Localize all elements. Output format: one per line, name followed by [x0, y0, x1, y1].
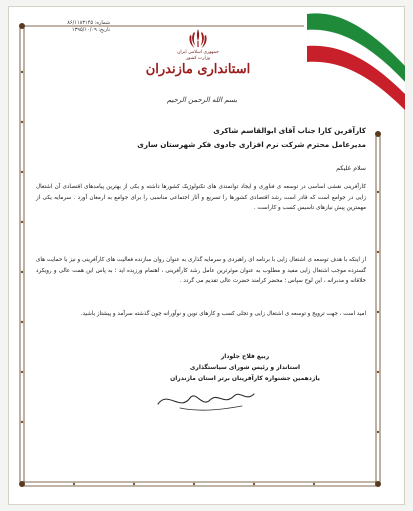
iran-emblem-icon [186, 27, 210, 51]
reference-block [20, 20, 110, 34]
basmala-calligraphy: بسم الله الرحمن الرحیم [166, 96, 238, 104]
paragraph-2: از اینکه با هدف توسعه ی اشتغال زایی با برنامه ای راهبردی و سرمایه گذاری به عنوان روان سازنده فعالیت های کارآفرینی و نیز با حمایت های گسترده موجب اشتغال زایی مفید و مطلوب به عنوان موثرترین عامل رشد کارآفرینی ، اهتمام ورزیده اید ؛ به پاس این همت عالی و رویکرد خلاقانه و مدبرانه ، این لوح سپاس ؛ محضر کرامند حضرت عالی تقدیم می گردد . [36, 257, 366, 284]
reference-date: تاریخ: ۱۳۹۵/۱۰/۰۹ [71, 27, 110, 33]
country-name: جمهوری اسلامی ایران [177, 50, 219, 55]
paragraph-1: کارآفرینی نقشی اساسی در توسعه ی فناوری و ایجاد توانمندی های تکنولوژیک کشورها داشته و یکی از بهترین پیامدهای اقتصادی آن اشتغال زایی در جوامع است که قادر است رشد اقتصادی کشورها را تسریع و آثار اجتماعی مناسبی را برای جوامع به ارمغان آورد . سرمایه یکی از مهمترین پیش نیازهای تاسیس کسب و کاراست . [36, 184, 366, 211]
paragraph-3: امید است ، جهت ترویج و توسعه ی اشتغال زایی و تجلی کسب و کارهای نوین و نوآورانه چون گذشته سرآمد و پیشتاز باشید. [80, 311, 366, 317]
reference-number: شماره: ۸۶/۱۱۸۳۱۴۵ [67, 20, 110, 26]
signatory-block [120, 351, 370, 384]
recipient-title: کارآفرین کارا جناب آقای ابوالقاسم شاکری [213, 126, 366, 135]
office-header [140, 50, 256, 78]
signatory-event: یازدهمین جشنواره کارآفرینان برتر استان مازندران [170, 375, 320, 382]
office-name: استانداری مازندران [145, 62, 251, 77]
signatory-name: ربیع فلاح جلودار [220, 353, 270, 360]
recipient-subtitle: مدیرعامل محترم شرکت نرم افزاری جادوی فکر شهرستان ساری [137, 140, 366, 149]
greeting: سلام علیکم [336, 165, 366, 172]
ministry-name: وزارت کشور [185, 56, 211, 61]
flag-ribbon-icon [307, 6, 405, 116]
handwritten-signature [150, 382, 260, 418]
signatory-position: استاندار و رئیس شورای سیاستگذاری [189, 364, 301, 371]
